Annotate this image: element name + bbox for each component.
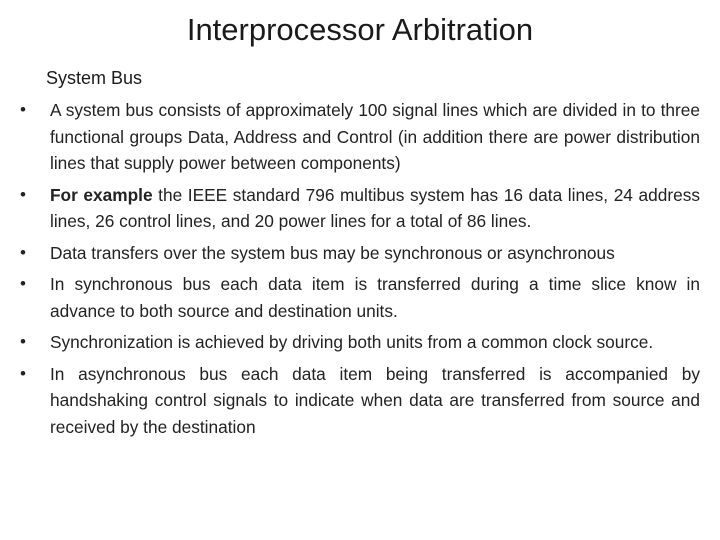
bullet-text: Synchronization is achieved by driving both units from a common clock source.	[50, 332, 654, 352]
bullet-lead-bold: For example	[50, 184, 153, 205]
bullet-text: A system bus consists of approximately 100 signal lines which are divided in to three functional groups Data, Address and Control (in addition there are power distribution lines that supply power between components)	[50, 100, 700, 173]
bullet-marker: •	[20, 100, 26, 119]
bullet-list	[20, 97, 700, 445]
bullet-text: In asynchronous bus each data item being transferred is accompanied by handshaking control signals to indicate when data are transferred from source and received by the destination	[50, 363, 700, 437]
bullet-item-system-bus-definition	[20, 97, 700, 177]
bullet-text: In synchronous bus each data item is transferred during a time slice know in advance to both source and destination units.	[50, 274, 700, 321]
bullet-item-synchronous-bus	[20, 271, 700, 324]
bullet-marker: •	[20, 274, 26, 293]
bullet-marker: •	[20, 184, 26, 204]
bullet-item-data-transfers	[20, 240, 700, 267]
section-heading: System Bus	[46, 68, 143, 88]
slide-title: Interprocessor Arbitration	[186, 12, 534, 47]
bullet-marker: •	[20, 242, 26, 262]
bullet-text: Data transfers over the system bus may be synchronous or asynchronous	[50, 242, 615, 263]
bullet-marker: •	[20, 363, 26, 383]
bullet-text: the IEEE standard 796 multibus system has 16 data lines, 24 address lines, 26 control lines, and 20 power lines for a total of 86 lines.	[50, 184, 700, 231]
bullet-marker: •	[20, 332, 26, 351]
bullet-item-synchronization	[20, 329, 700, 356]
bullet-item-ieee-example	[20, 182, 700, 235]
bullet-item-asynchronous-bus	[20, 361, 700, 441]
